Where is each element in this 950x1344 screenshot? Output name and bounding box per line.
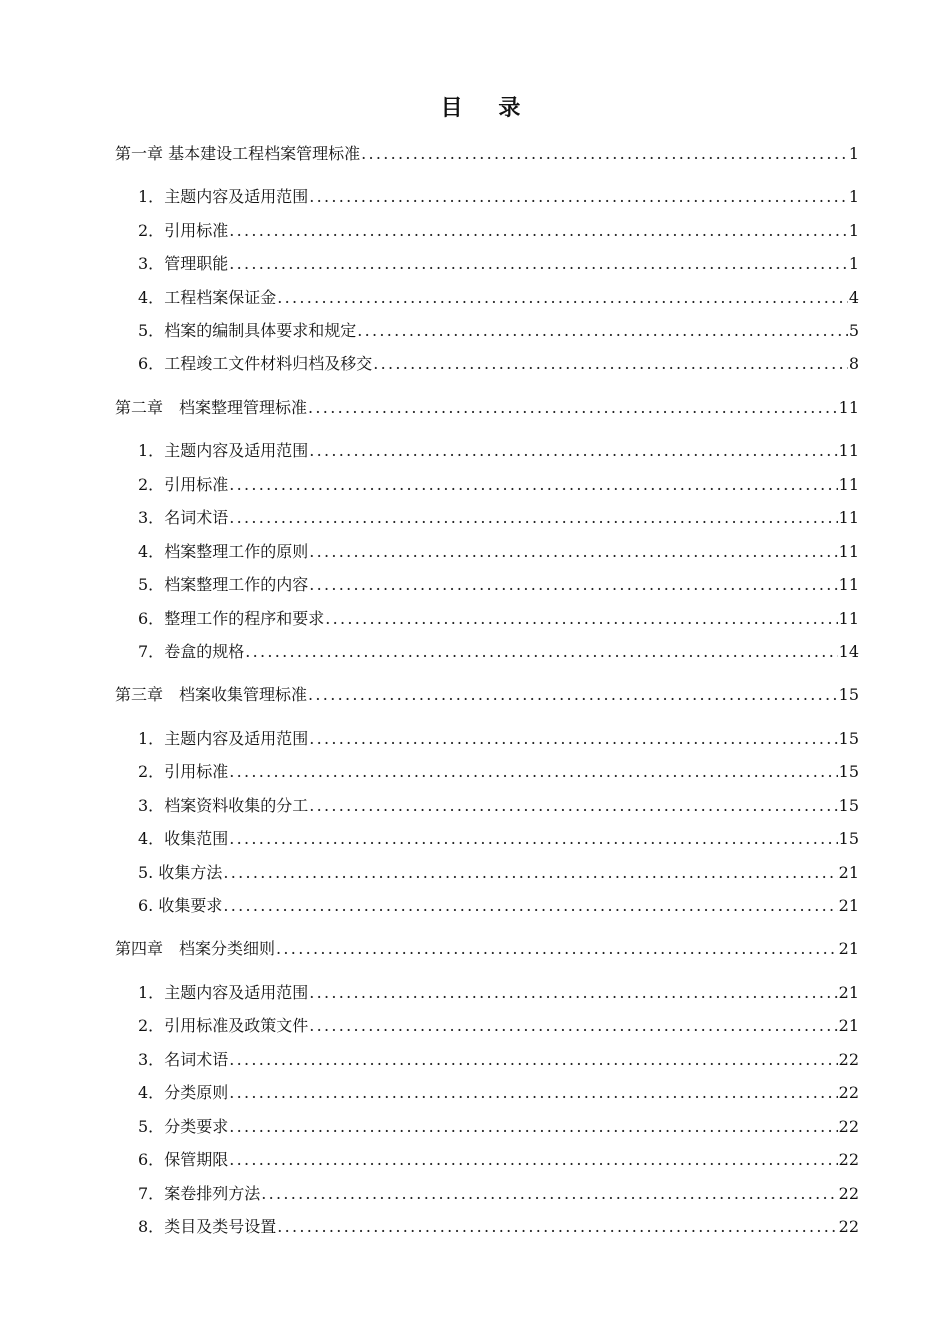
toc-entry-page-number: 11 xyxy=(838,441,859,460)
toc-dot-leader xyxy=(229,218,848,244)
toc-dot-leader xyxy=(229,1114,837,1140)
toc-entry-number: 2． xyxy=(138,475,165,494)
toc-dot-leader xyxy=(309,793,837,819)
toc-entry-page-number: 21 xyxy=(838,939,859,958)
toc-section-entry[interactable] xyxy=(138,1214,859,1240)
toc-entry-page-number: 22 xyxy=(838,1217,859,1236)
toc-section-entry[interactable] xyxy=(138,1147,859,1173)
toc-entry-label: 主题内容及适用范围 xyxy=(164,729,309,748)
toc-section-entry[interactable] xyxy=(138,539,859,565)
toc-entry-number: 3． xyxy=(138,796,165,815)
toc-entry-label: 档案资料收集的分工 xyxy=(164,796,309,815)
toc-entry-number: 第二章 xyxy=(115,398,180,417)
toc-section-entry[interactable] xyxy=(138,606,859,632)
toc-entry-number: 6． xyxy=(138,609,165,628)
toc-entry-label: 收集要求 xyxy=(158,896,223,915)
toc-entry-label: 引用标准 xyxy=(164,475,229,494)
toc-entry-label: 工程档案保证金 xyxy=(164,288,277,307)
toc-entry-number: 第三章 xyxy=(115,685,180,704)
toc-entry-label: 档案分类细则 xyxy=(179,939,276,958)
toc-entry-page-number: 11 xyxy=(838,542,859,561)
toc-section-entry[interactable] xyxy=(138,285,859,311)
toc-entry-label: 保管期限 xyxy=(164,1150,229,1169)
toc-dot-leader xyxy=(229,1047,837,1073)
toc-entry-page-number: 11 xyxy=(838,398,859,417)
toc-entry-label: 管理职能 xyxy=(164,254,229,273)
toc-entry-label: 引用标准 xyxy=(164,221,229,240)
toc-entry-page-number: 11 xyxy=(838,508,859,527)
toc-entry-label: 卷盒的规格 xyxy=(164,642,245,661)
toc-entry-page-number: 1 xyxy=(848,221,859,240)
toc-chapter-entry[interactable] xyxy=(115,395,859,421)
toc-entry-page-number: 15 xyxy=(838,829,859,848)
toc-entry-number: 1． xyxy=(138,441,165,460)
toc-entry-label: 分类原则 xyxy=(164,1083,229,1102)
toc-entry-label: 档案整理工作的内容 xyxy=(164,575,309,594)
toc-dot-leader xyxy=(309,726,837,752)
toc-dot-leader xyxy=(277,285,848,311)
toc-entry-page-number: 11 xyxy=(838,575,859,594)
toc-dot-leader xyxy=(245,639,837,665)
toc-entry-label: 收集方法 xyxy=(158,863,223,882)
toc-dot-leader xyxy=(229,251,848,277)
toc-chapter-entry[interactable] xyxy=(115,141,859,167)
toc-entry-page-number: 15 xyxy=(838,762,859,781)
toc-section-entry[interactable] xyxy=(138,1013,859,1039)
toc-entry-label: 主题内容及适用范围 xyxy=(164,441,309,460)
toc-section-entry[interactable] xyxy=(138,351,859,377)
toc-entry-number: 6. xyxy=(138,896,159,915)
toc-dot-leader xyxy=(276,936,838,962)
toc-entry-page-number: 15 xyxy=(838,729,859,748)
toc-section-entry[interactable] xyxy=(138,472,859,498)
toc-section-entry[interactable] xyxy=(138,639,859,665)
toc-section-entry[interactable] xyxy=(138,759,859,785)
toc-entry-number: 1． xyxy=(138,187,165,206)
toc-entry-number: 4． xyxy=(138,1083,165,1102)
toc-dot-leader xyxy=(309,438,837,464)
toc-dot-leader xyxy=(229,472,837,498)
toc-dot-leader xyxy=(373,351,848,377)
toc-entry-label: 案卷排列方法 xyxy=(164,1184,261,1203)
toc-dot-leader xyxy=(229,1080,837,1106)
toc-entry-label: 档案的编制具体要求和规定 xyxy=(164,321,357,340)
toc-dot-leader xyxy=(229,505,837,531)
toc-section-entry[interactable] xyxy=(138,318,859,344)
toc-entry-page-number: 22 xyxy=(838,1050,859,1069)
toc-section-entry[interactable] xyxy=(138,893,859,919)
toc-entry-number: 7． xyxy=(138,642,165,661)
toc-entry-number: 5. xyxy=(138,863,159,882)
toc-section-entry[interactable] xyxy=(138,251,859,277)
toc-dot-leader xyxy=(308,682,838,708)
toc-entry-number: 3． xyxy=(138,254,165,273)
toc-entry-label: 名词术语 xyxy=(164,1050,229,1069)
toc-entry-page-number: 11 xyxy=(838,475,859,494)
toc-entry-page-number: 1 xyxy=(848,144,859,163)
toc-section-entry[interactable] xyxy=(138,793,859,819)
toc-entry-number: 第四章 xyxy=(115,939,180,958)
toc-entry-page-number: 4 xyxy=(848,288,859,307)
toc-dot-leader xyxy=(223,860,837,886)
toc-dot-leader xyxy=(277,1214,837,1240)
toc-entry-page-number: 15 xyxy=(838,685,859,704)
toc-section-entry[interactable] xyxy=(138,826,859,852)
toc-dot-leader xyxy=(229,1147,837,1173)
toc-dot-leader xyxy=(309,980,837,1006)
toc-entry-page-number: 14 xyxy=(838,642,859,661)
toc-entry-label: 名词术语 xyxy=(164,508,229,527)
toc-dot-leader xyxy=(309,184,848,210)
toc-dot-leader xyxy=(325,606,837,632)
toc-entry-page-number: 8 xyxy=(848,354,859,373)
toc-entry-page-number: 15 xyxy=(838,796,859,815)
toc-entry-label: 主题内容及适用范围 xyxy=(164,187,309,206)
toc-section-entry[interactable] xyxy=(138,980,859,1006)
toc-entry-number: 第一章 xyxy=(115,144,169,163)
toc-entry-number: 1． xyxy=(138,983,165,1002)
toc-entry-number: 6． xyxy=(138,354,165,373)
toc-entry-label: 收集范围 xyxy=(164,829,229,848)
toc-entry-label: 分类要求 xyxy=(164,1117,229,1136)
toc-entry-label: 档案整理工作的原则 xyxy=(164,542,309,561)
toc-entry-page-number: 5 xyxy=(848,321,859,340)
toc-entry-label: 引用标准 xyxy=(164,762,229,781)
toc-entry-label: 工程竣工文件材料归档及移交 xyxy=(164,354,373,373)
toc-entry-page-number: 22 xyxy=(838,1184,859,1203)
toc-dot-leader xyxy=(309,572,837,598)
toc-section-entry[interactable] xyxy=(138,572,859,598)
toc-entry-label: 引用标准及政策文件 xyxy=(164,1016,309,1035)
toc-entry-number: 4． xyxy=(138,829,165,848)
toc-entry-number: 3． xyxy=(138,508,165,527)
toc-chapter-entry[interactable] xyxy=(115,936,859,962)
toc-dot-leader xyxy=(309,539,837,565)
toc-entry-label: 主题内容及适用范围 xyxy=(164,983,309,1002)
toc-entry-number: 2． xyxy=(138,221,165,240)
toc-entry-page-number: 22 xyxy=(838,1083,859,1102)
toc-chapter-entry[interactable] xyxy=(115,682,859,708)
toc-section-entry[interactable] xyxy=(138,1114,859,1140)
toc-entry-label: 档案收集管理标准 xyxy=(179,685,308,704)
toc-entry-page-number: 11 xyxy=(838,609,859,628)
toc-entry-number: 5． xyxy=(138,575,165,594)
toc-entry-number: 8． xyxy=(138,1217,165,1236)
toc-section-entry[interactable] xyxy=(138,726,859,752)
toc-section-entry[interactable] xyxy=(138,860,859,886)
toc-dot-leader xyxy=(308,395,838,421)
toc-entry-number: 4． xyxy=(138,542,165,561)
toc-entry-number: 5． xyxy=(138,321,165,340)
toc-section-entry[interactable] xyxy=(138,218,859,244)
toc-entry-page-number: 22 xyxy=(838,1150,859,1169)
toc-entry-label: 整理工作的程序和要求 xyxy=(164,609,325,628)
toc-entry-page-number: 21 xyxy=(838,983,859,1002)
toc-section-entry[interactable] xyxy=(138,1047,859,1073)
toc-title: 目 录 xyxy=(440,95,535,121)
toc-section-entry[interactable] xyxy=(138,184,859,210)
toc-dot-leader xyxy=(223,893,837,919)
toc-entry-page-number: 1 xyxy=(848,254,859,273)
toc-entry-number: 4． xyxy=(138,288,165,307)
toc-entry-number: 6． xyxy=(138,1150,165,1169)
toc-entry-page-number: 21 xyxy=(838,896,859,915)
toc-dot-leader xyxy=(361,141,848,167)
toc-section-entry[interactable] xyxy=(138,438,859,464)
toc-entry-page-number: 21 xyxy=(838,863,859,882)
toc-entry-label: 档案整理管理标准 xyxy=(179,398,308,417)
toc-entry-number: 3． xyxy=(138,1050,165,1069)
toc-entry-label: 类目及类号设置 xyxy=(164,1217,277,1236)
toc-dot-leader xyxy=(309,1013,837,1039)
toc-dot-leader xyxy=(229,759,837,785)
toc-entry-number: 5． xyxy=(138,1117,165,1136)
toc-entry-page-number: 22 xyxy=(838,1117,859,1136)
toc-entry-page-number: 21 xyxy=(838,1016,859,1035)
toc-entry-page-number: 1 xyxy=(848,187,859,206)
toc-section-entry[interactable] xyxy=(138,505,859,531)
toc-dot-leader xyxy=(357,318,848,344)
toc-section-entry[interactable] xyxy=(138,1080,859,1106)
toc-entry-number: 1． xyxy=(138,729,165,748)
toc-entry-number: 7． xyxy=(138,1184,165,1203)
toc-entry-number: 2． xyxy=(138,762,165,781)
toc-entry-number: 2． xyxy=(138,1016,165,1035)
toc-dot-leader xyxy=(229,826,837,852)
toc-dot-leader xyxy=(261,1181,837,1207)
toc-section-entry[interactable] xyxy=(138,1181,859,1207)
toc-entry-label: 基本建设工程档案管理标准 xyxy=(168,144,361,163)
